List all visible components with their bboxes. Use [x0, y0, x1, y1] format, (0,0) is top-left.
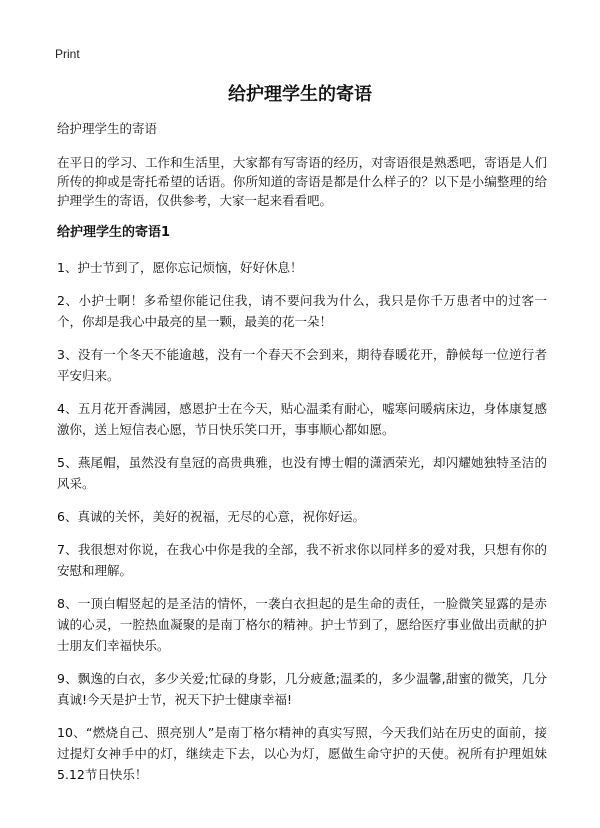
list-item: 7、我很想对你说，在我心中你是我的全部，我不祈求你以同样多的爱对我，只想有你的安慰和理解。 — [57, 542, 547, 578]
print-link[interactable]: Print — [55, 47, 80, 61]
list-item: 9、飘逸的白衣，多少关爱;忙碌的身影，几分疲惫;温柔的，多少温馨,甜蜜的微笑，几分真诚!今天是护士节，祝天下护士健康幸福! — [57, 671, 547, 707]
list-item: 4、五月花开香满园，感恩护士在今天，贴心温柔有耐心，嘘寒问暖病床边，身体康复感激你，送上短信表心愿，节日快乐笑口开，事事顺心都如愿。 — [57, 401, 547, 437]
list-item: 1、护士节到了，愿你忘记烦恼，好好休息！ — [57, 260, 303, 275]
list-item: 8、一顶白帽竖起的是圣洁的情怀，一袭白衣担起的是生命的责任，一脸微笑显露的是赤诚的心灵，一腔热血凝聚的是南丁格尔的精神。护士节到了，愿给医疗事业做出贡献的护士朋友们幸福快乐。 — [57, 596, 547, 653]
list-item: 2、小护士啊！多希望你能记住我，请不要问我为什么，我只是你千万患者中的过客一个，你却是我心中最亮的星一颗，最美的花一朵！ — [57, 293, 547, 329]
section-heading: 给护理学生的寄语1 — [57, 225, 171, 240]
list-item: 6、真诚的关怀，美好的祝福，无尽的心意，祝你好运。 — [57, 509, 365, 524]
document-body — [57, 120, 547, 797]
intro-paragraph: 在平日的学习、工作和生活里，大家都有写寄语的经历，对寄语很是熟悉吧，寄语是人们所传的抑或是寄托希望的话语。你所知道的寄语是都是什么样子的？以下是小编整理的给护理学生的寄语，仅供参考，大家一起来看看吧。 — [57, 155, 547, 208]
list-item: 3、没有一个冬天不能逾越，没有一个春天不会到来，期待春暖花开，静候每一位逆行者平安归来。 — [57, 347, 547, 383]
message-list — [57, 257, 547, 785]
page-title: 给护理学生的寄语 — [228, 84, 372, 105]
list-item: 10、“燃烧自己、照亮别人”是南丁格尔精神的真实写照，今天我们站在历史的面前，接过提灯女神手中的灯，继续走下去，以心为灯，愿做生命守护的天使。祝所有护理姐妹5.12节日快乐！ — [57, 725, 547, 782]
list-item: 5、燕尾帽，虽然没有皇冠的高贵典雅，也没有博士帽的潇洒荣光，却闪耀她独特圣洁的风采。 — [57, 455, 547, 491]
document-subtitle: 给护理学生的寄语 — [57, 121, 158, 136]
